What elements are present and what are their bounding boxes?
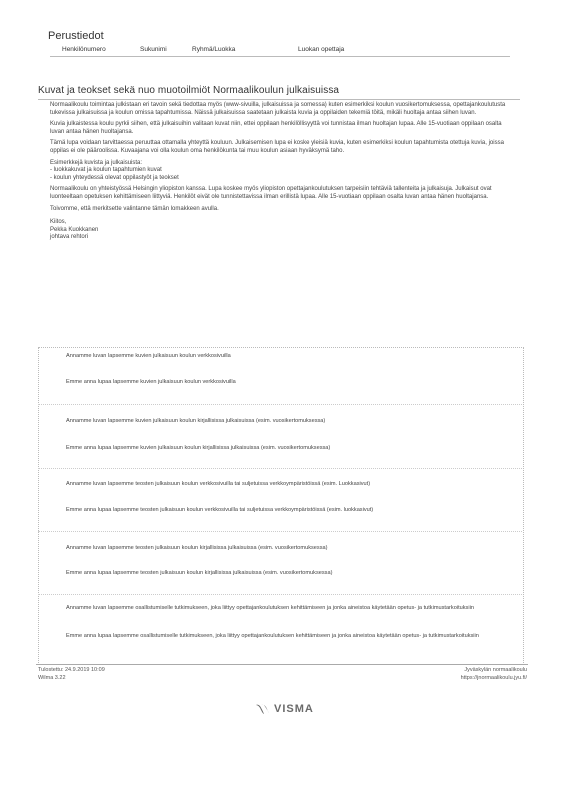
visma-logo-text: VISMA [274, 703, 314, 715]
consent-option[interactable]: Annamme luvan lapsemme teosten julkaisuun koulun kirjallisissa julkaisuissa (esim. vuosikertomuksessa) [66, 545, 328, 551]
consent-option[interactable]: Annamme luvan lapsemme kuvien julkaisuun koulun kirjallisissa julkaisuissa (esim. vuosikertomuksessa) [66, 418, 326, 424]
divider [38, 531, 522, 532]
thanks-text: Kiitos, [50, 219, 67, 226]
section-title: Perustiedot [48, 30, 104, 42]
consent-option[interactable]: Annamme luvan lapsemme teosten julkaisuun koulun verkkosivuilla tai suljetuissa verkkoympäristöissä (esim. Luokkasivut) [66, 481, 371, 487]
consent-option[interactable]: Emme anna lupaa lapsemme kuvien julkaisuun koulun verkkosivuilla [66, 379, 236, 385]
signer-name: Pekka Kuokkanen [50, 226, 99, 233]
divider [38, 404, 522, 405]
print-date: Tulostettu: 24.9.2019 10:09 [38, 667, 105, 673]
divider [36, 664, 528, 665]
consent-option[interactable]: Emme anna lupaa lapsemme teosten julkaisuun koulun verkkosivuilla tai suljetuissa verkkoympäristöissä (esim. luokkasivut) [66, 507, 374, 513]
field-label-teacher: Luokan opettaja [298, 46, 345, 53]
paragraph: Normaalikoulu on yhteistyössä Helsingin yliopiston kanssa. Lupa koskee myös yliopiston opettajankoulutuksen tarpeisiin tehtäviä tallenteita ja julkaisuja. Julkaisut ovat luonteeltaan opetuksen kehittämiseen liittyviä. Henkilöt eivät ole tunnistettavissa ilman erillistä lupaa. Alle 15-vuotiaan oppilaan osalta luvan antaa hänen huoltajansa. [50, 186, 492, 200]
consent-option[interactable]: Emme anna lupaa lapsemme teosten julkaisuun koulun kirjallisissa julkaisuissa (esim. vuosikertomuksessa) [66, 570, 333, 576]
visma-logo-icon [255, 703, 271, 715]
divider [38, 99, 520, 100]
school-name: Jyväskylän normaalikoulu [464, 667, 527, 673]
footer-right [461, 666, 527, 682]
divider [38, 594, 522, 595]
page-info: Wilma 3.22 [38, 675, 66, 681]
visma-logo [255, 703, 314, 715]
example-list [50, 160, 515, 183]
field-label-id: Henkilönumero [62, 46, 106, 53]
divider [50, 56, 510, 57]
consent-option[interactable]: Annamme luvan lapsemme osallistumiselle tutkimukseen, joka liittyy opettajankoulutuksen kehittämiseen ja jonka aineistoa käytetään opetus- ja tutkimustarkoituksiin [66, 605, 474, 611]
list-item: - koulun yhteydessä olevat oppilastyöt ja teokset [50, 174, 179, 181]
school-url: https://jnormaalikoulu.jyu.fi/ [460, 675, 527, 681]
field-label-class: Ryhmä/Luokka [192, 46, 236, 53]
footer-left [38, 666, 105, 682]
consent-option[interactable]: Annamme luvan lapsemme kuvien julkaisuun koulun verkkosivuilla [66, 353, 231, 359]
list-item: - luokkakuvat ja koulun tapahtumien kuvat [50, 167, 162, 174]
closing-text: Toivomme, että merkitsette valintanne tämän lomakkeen avulla. [50, 205, 219, 212]
document-heading: Kuvat ja teokset sekä nuo muotoilmiöt Normaalikoulun julkaisuissa [38, 85, 340, 96]
signature-block [50, 219, 515, 242]
divider [38, 468, 522, 469]
consent-options-frame [38, 347, 524, 665]
field-label-surname: Sukunimi [140, 46, 167, 53]
paragraph: Tämä lupa voidaan tarvittaessa peruuttaa ottamalla yhteyttä kouluun. Julkaisemisen lupa ei koske yleisiä kuvia, kuten esimerkiksi koulun tapahtumista otettuja kuvia, joissa oppilas ei ole pääroolissa. Kuvaajana voi olla koulun oma henkilökunta tai muu koulun asiaan hyväksymä taho. [50, 140, 504, 154]
consent-option[interactable]: Emme anna lupaa lapsemme kuvien julkaisuun koulun kirjallisissa julkaisuissa (esim. vuosikertomuksessa) [66, 445, 331, 451]
paragraph: Normaalikoulu toimintaa julkistaan eri tavoin sekä tiedottaa myös (www-sivuilla, julkaisuissa ja somessa) kuten esimerkiksi koulun vuosikertomuksessa, opettajankoulutusta tukevissa julkaisuissa ja koulun omissa tapahtumissa. Näissä julkaisuissa saatetaan julkaista kuvia ja oppilaiden tekemiä töitä, mikäli huoltaja antaa siihen luvan. [50, 102, 506, 116]
paragraph: Kuvia julkaistessa koulu pyrkii siihen, että julkaisuihin valitaan kuvat niin, ettei oppilaan henkilöllisyyttä voi tunnistaa ilman huoltajan lupaa. Alle 15-vuotiaan oppilaan osalta luvan antaa hänen huoltajansa. [50, 121, 502, 135]
consent-option[interactable]: Emme anna lupaa lapsemme osallistumiselle tutkimukseen, joka liittyy opettajankoulutuksen kehittämiseen ja jonka aineistoa käytetään opetus- ja tutkimustarkoituksiin [66, 633, 479, 639]
signer-title: johtava rehtori [50, 234, 89, 241]
list-intro: Esimerkkejä kuvista ja julkaisuista: [50, 159, 143, 166]
document-body [50, 102, 515, 242]
